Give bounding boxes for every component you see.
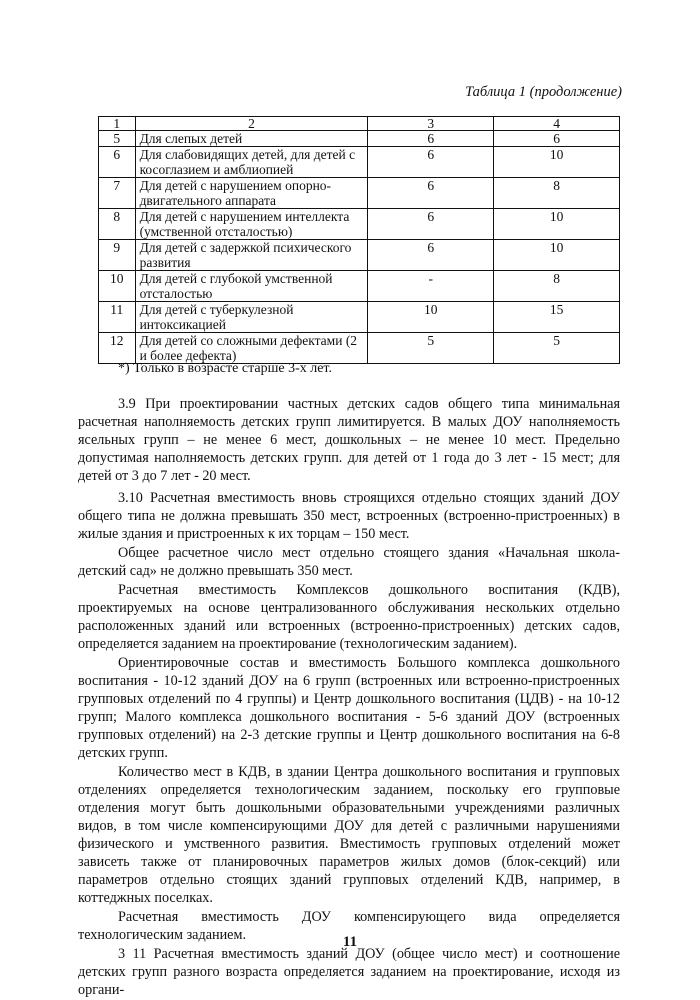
header-cell: 3	[368, 117, 494, 131]
paragraph: 3 11 Расчетная вместимость зданий ДОУ (общее число мест) и соотношение детских групп разного возраста определяется заданием на проектирование, исходя из органи-	[78, 946, 620, 998]
table-row	[99, 302, 620, 333]
table-row	[99, 333, 620, 364]
paragraph: Количество мест в КДВ, в здании Центра дошкольного воспитания и групповых отделениях определяется технологическим заданием, поскольку его групповые отделения могут быть дошкольными образовательными учреждениями различных видов, в том числе компенсирующими ДОУ для детей с различными нарушениями физического и умственного развития. Вместимость групповых отделений может зависеть также от планировочных параметров жилых домов (блок-секций) или параметров отдельно стоящих зданий групповых отделений КДВ, например, в коттеджных поселках.	[78, 764, 620, 906]
table-row	[99, 240, 620, 271]
table-row	[99, 209, 620, 240]
row-number: 11	[99, 302, 136, 333]
table-row	[99, 131, 620, 147]
group-name: Для детей со сложными дефектами (2 и более дефекта)	[135, 333, 368, 364]
cell-value: 6	[368, 240, 494, 271]
paragraph: Расчетная вместимость Комплексов дошкольного воспитания (КДВ), проектируемых на основе централизованного обслуживания нескольких отдельно расположенных зданий или встроенных (встроенно-пристроенных) детских садов, определяется заданием на проектирование (технологическим заданием).	[78, 582, 620, 652]
row-number: 12	[99, 333, 136, 364]
cell-value: 5	[368, 333, 494, 364]
row-number: 8	[99, 209, 136, 240]
cell-value: -	[368, 271, 494, 302]
table-caption: Таблица 1 (продолжение)	[465, 84, 622, 100]
table-header-row	[99, 117, 620, 131]
cell-value: 10	[368, 302, 494, 333]
cell-value: 6	[368, 131, 494, 147]
group-name: Для детей с задержкой психического развития	[135, 240, 368, 271]
paragraph: Общее расчетное число мест отдельно стоящего здания «Начальная школа- детский сад» не должно превышать 350 мест.	[78, 545, 620, 579]
group-name: Для слабовидящих детей, для детей с косоглазием и амблиопией	[135, 147, 368, 178]
cell-value: 6	[368, 178, 494, 209]
capacity-table	[98, 116, 620, 364]
cell-value: 6	[494, 131, 620, 147]
row-number: 7	[99, 178, 136, 209]
table-row	[99, 147, 620, 178]
table-row	[99, 178, 620, 209]
group-name: Для детей с туберкулезной интоксикацией	[135, 302, 368, 333]
row-number: 6	[99, 147, 136, 178]
paragraph: Расчетная вместимость ДОУ компенсирующего вида определяется технологическим заданием.	[78, 909, 620, 943]
cell-value: 10	[494, 147, 620, 178]
table-row	[99, 271, 620, 302]
row-number: 9	[99, 240, 136, 271]
row-number: 5	[99, 131, 136, 147]
cell-value: 10	[494, 240, 620, 271]
table-footnote: *) Только в возрасте старше 3-х лет.	[118, 361, 332, 376]
row-number: 10	[99, 271, 136, 302]
cell-value: 6	[368, 209, 494, 240]
section-3-9	[78, 395, 620, 486]
section-3-10	[78, 489, 620, 1000]
paragraph: 3.10 Расчетная вместимость вновь строящихся отдельно стоящих зданий ДОУ общего типа не должна превышать 350 мест, встроенных (встроенно-пристроенных) в жилые здания и пристроенных к их торцам – 150 мест.	[78, 490, 620, 542]
page-number: 11	[342, 934, 358, 950]
header-cell: 1	[99, 117, 136, 131]
cell-value: 6	[368, 147, 494, 178]
group-name: Для детей с нарушением интеллекта (умственной отсталостью)	[135, 209, 368, 240]
group-name: Для детей с нарушением опорно-двигательного аппарата	[135, 178, 368, 209]
cell-value: 15	[494, 302, 620, 333]
cell-value: 10	[494, 209, 620, 240]
group-name: Для слепых детей	[135, 131, 368, 147]
paragraph: 3.9 При проектировании частных детских садов общего типа минимальная расчетная наполняемость детских групп лимитируется. В малых ДОУ наполняемость ясельных групп – не менее 6 мест, дошкольных – не менее 10 мест. Предельно допустимая наполняемость детских групп. для детей от 1 года до 3 лет - 15 мест; для детей от 3 до 7 лет - 20 мест.	[78, 396, 620, 484]
paragraph: Ориентировочные состав и вместимость Большого комплекса дошкольного воспитания - 10-12 зданий ДОУ на 6 групп (встроенных или встроенно-пристроенных групповых отделений по 4 группы) и Центр дошкольного воспитания (ЦДВ) - на 10-12 групп; Малого комплекса дошкольного воспитания - 5-6 зданий ДОУ (встроенных групповых отделений) на 2-3 детские группы и Центр дошкольного воспитания на 6-8 детских групп.	[78, 655, 620, 761]
header-cell: 2	[135, 117, 368, 131]
group-name: Для детей с глубокой умственной отсталостью	[135, 271, 368, 302]
cell-value: 8	[494, 271, 620, 302]
cell-value: 5	[494, 333, 620, 364]
cell-value: 8	[494, 178, 620, 209]
header-cell: 4	[494, 117, 620, 131]
